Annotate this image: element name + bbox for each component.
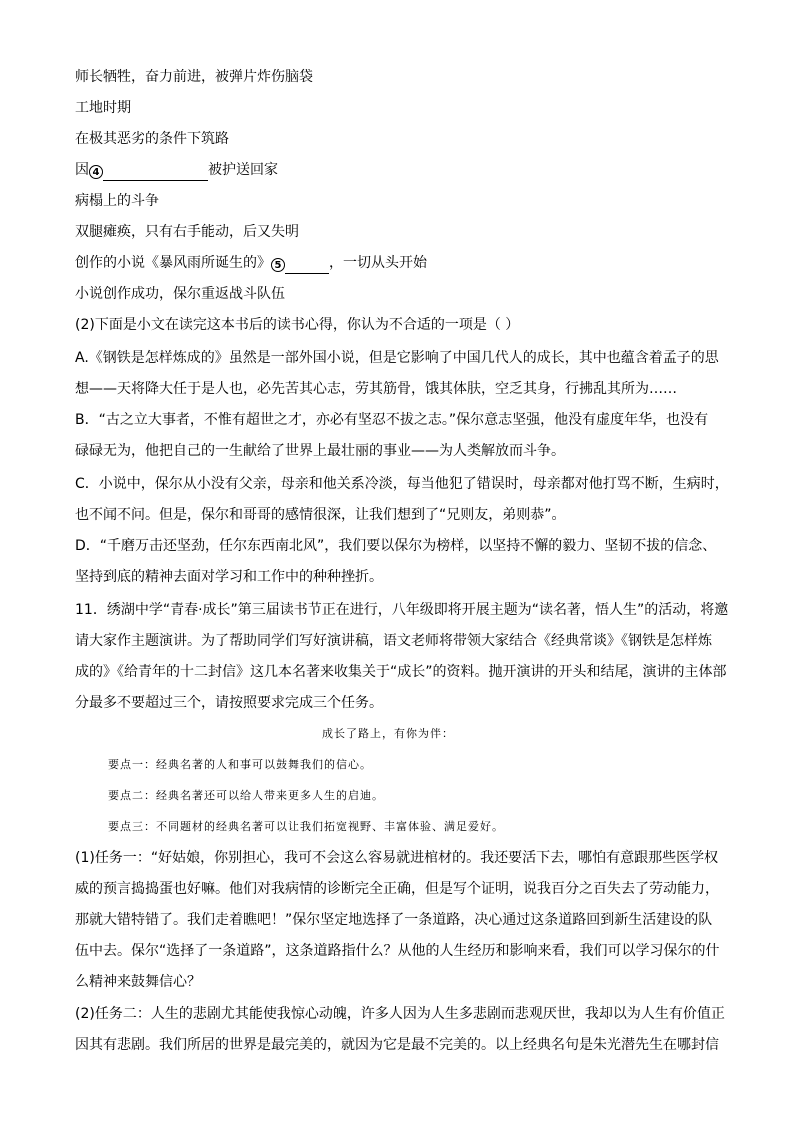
- outline-line-2: 工地时期: [75, 100, 131, 116]
- outline-line-7: [75, 253, 427, 274]
- speech-point-3: 要点三：不同题材的经典名著可以让我们拓宽视野、丰富体验、满足爱好。: [108, 820, 504, 833]
- speech-point-1: 要点一：经典名著的人和事可以鼓舞我们的信心。: [108, 758, 372, 771]
- question-2-stem: (2)下面是小文在读完这本书后的读书心得，你认为不合适的一项是（ ）: [75, 317, 520, 333]
- question-11-line-1: 11．绣湖中学“青春·成长”第三届读书节正在进行，八年级即将开展主题为“读名著，悟人生”的活动，将邀: [75, 602, 729, 618]
- circled-number-4: 4: [89, 165, 103, 179]
- outline-line-7-suffix: ，一切从头开始: [329, 255, 427, 271]
- outline-line-4: [75, 160, 278, 181]
- task-2-line-1: (2)任务二：人生的悲剧尤其能使我惊心动魄，许多人因为人生多悲剧而悲观厌世，我却以为人生有价值正: [75, 1006, 725, 1022]
- task-1-line-2: 威的预言捣捣蛋也好嘛。他们对我病情的诊断完全正确，但是写个证明，说我百分之百失去了劳动能力，: [75, 881, 719, 897]
- option-c-line-1: C．小说中，保尔从小没有父亲，母亲和他关系冷淡，每当他犯了错误时，母亲都对他打骂不断，生病时，: [75, 476, 729, 492]
- option-a-line-2: 想——天将降大任于是人也，必先苦其心志，劳其筋骨，饿其体肤，空乏其身，行拂乱其所为……: [75, 381, 677, 397]
- outline-line-4-suffix: 被护送回家: [208, 162, 278, 178]
- option-a-line-1: A.《钢铁是怎样炼成的》虽然是一部外国小说，但是它影响了中国几代人的成长，其中也蕴含着孟子的思: [75, 350, 719, 366]
- outline-line-1: 师长牺牲，奋力前进，被弹片炸伤脑袋: [75, 69, 313, 85]
- outline-line-8: 小说创作成功，保尔重返战斗队伍: [75, 286, 285, 302]
- task-1-line-4: 伍中去。保尔“选择了一条道路”，这条道路指什么？从他的人生经历和影响来看，我们可以学习保尔的什: [75, 943, 720, 959]
- answer-blank-4[interactable]: [103, 160, 208, 181]
- outline-line-3: 在极其恶劣的条件下筑路: [75, 131, 229, 147]
- speech-point-2: 要点二：经典名著还可以给人带来更多人生的启迪。: [108, 789, 384, 802]
- question-11-line-3: 成的》《给青年的十二封信》这几本名著来收集关于“成长”的资料。抛开演讲的开头和结尾，演讲的主体部: [75, 664, 727, 680]
- circled-number-5: 5: [271, 258, 285, 272]
- outline-line-6: 双腿瘫痪，只有右手能动，后又失明: [75, 224, 299, 240]
- answer-blank-5[interactable]: [285, 253, 329, 274]
- option-b-line-2: 碌碌无为，他把自己的一生献给了世界上最壮丽的事业——为人类解放而斗争。: [75, 443, 565, 459]
- task-2-line-2: 因其有悲剧。我们所居的世界是最完美的，就因为它是最不完美的。以上经典名句是朱光潜先生在哪封信: [75, 1037, 719, 1053]
- question-11-line-2: 请大家作主题演讲。为了帮助同学们写好演讲稿，语文老师将带领大家结合《经典常谈》《钢铁是怎样炼: [75, 633, 712, 649]
- speech-subtitle: 成长了路上，有你为伴：: [322, 727, 454, 740]
- option-d-line-1: D．“千磨万击还坚劲，任尔东西南北风”，我们要以保尔为榜样，以坚持不懈的毅力、坚韧不拔的信念、: [75, 538, 717, 554]
- task-1-line-1: (1)任务一：“好姑娘，你别担心，我可不会这么容易就进棺材的。我还要活下去，哪怕有意跟那些医学权: [75, 850, 719, 866]
- option-d-line-2: 坚持到底的精神去面对学习和工作中的种种挫折。: [75, 569, 383, 585]
- task-1-line-3: 那就大错特错了。我们走着瞧吧！”保尔坚定地选择了一条道路，决心通过这条道路回到新生活建设的队: [75, 912, 713, 928]
- outline-line-4-prefix: 因: [75, 162, 89, 178]
- outline-line-5: 病榻上的斗争: [75, 193, 159, 209]
- option-b-line-1: B．“古之立大事者，不惟有超世之才，亦必有坚忍不拔之志。”保尔意志坚强，他没有虚度年华，也没有: [75, 412, 709, 428]
- option-c-line-2: 也不闻不问。但是，保尔和哥哥的感情很深，让我们想到了“兄则友，弟则恭”。: [75, 507, 566, 523]
- task-1-line-5: 么精神来鼓舞信心？: [75, 974, 201, 990]
- outline-line-7-prefix: 创作的小说《暴风雨所诞生的》: [75, 255, 271, 271]
- question-11-line-4: 分最多不要超过三个，请按照要求完成三个任务。: [75, 695, 383, 711]
